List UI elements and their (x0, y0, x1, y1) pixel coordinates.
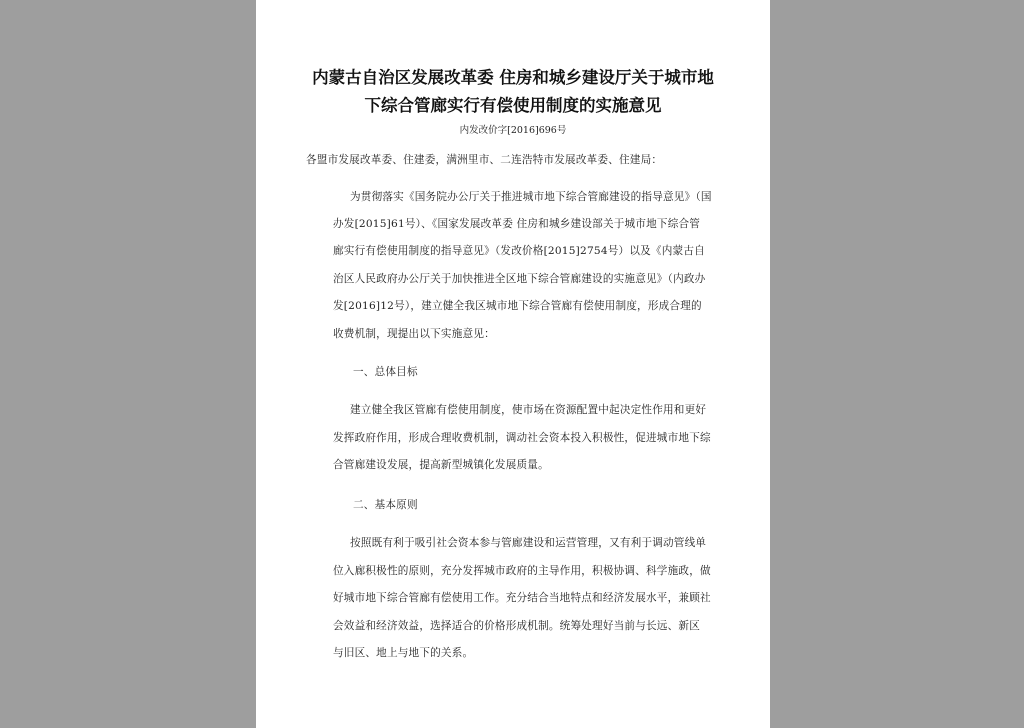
section2-line: 按照既有利于吸引社会资本参与管廊建设和运营管理，又有利于调动管线单 (350, 537, 707, 549)
document-title-line-1: 内蒙古自治区发展改革委 住房和城乡建设厅关于城市地 (312, 68, 714, 87)
section2-line: 位入廊积极性的原则，充分发挥城市政府的主导作用，积极协调、科学施政，做 (333, 565, 711, 577)
section2-line: 好城市地下综合管廊有偿使用工作。充分结合当地特点和经济发展水平，兼顾社 (333, 592, 711, 604)
section2-line: 与旧区、地上与地下的关系。 (333, 647, 474, 659)
section1-line: 合管廊建设发展，提高新型城镇化发展质量。 (333, 459, 549, 471)
section2-line: 会效益和经济效益，选择适合的价格形成机制。统筹处理好当前与长远、新区 (333, 620, 700, 632)
intro-line: 发[2016]12号），建立健全我区城市地下综合管廊有偿使用制度，形成合理的 (333, 300, 702, 312)
addressee-line: 各盟市发展改革委、住建委，满洲里市、二连浩特市发展改革委、住建局： (306, 154, 663, 166)
section-heading-2: 二、基本原则 (353, 499, 418, 511)
intro-line: 收费机制，现提出以下实施意见： (333, 328, 495, 340)
document-number: 内发改价字[2016]696号 (459, 125, 567, 136)
intro-line: 办发[2015]61号）、《国家发展改革委 住房和城乡建设部关于城市地下综合管 (333, 218, 701, 230)
intro-line: 廊实行有偿使用制度的指导意见》（发改价格[2015]2754号）以及《内蒙古自 (333, 245, 705, 257)
section1-line: 发挥政府作用，形成合理收费机制，调动社会资本投入积极性，促进城市地下综 (333, 432, 711, 444)
intro-line: 为贯彻落实《国务院办公厅关于推进城市地下综合管廊建设的指导意见》（国 (350, 191, 712, 203)
document-page (256, 0, 770, 728)
section-heading-1: 一、总体目标 (353, 366, 418, 378)
document-title-line-2: 下综合管廊实行有偿使用制度的实施意见 (364, 96, 662, 115)
section1-line: 建立健全我区管廊有偿使用制度，使市场在资源配置中起决定性作用和更好 (350, 404, 707, 416)
intro-line: 治区人民政府办公厅关于加快推进全区地下综合管廊建设的实施意见》（内政办 (333, 273, 706, 285)
